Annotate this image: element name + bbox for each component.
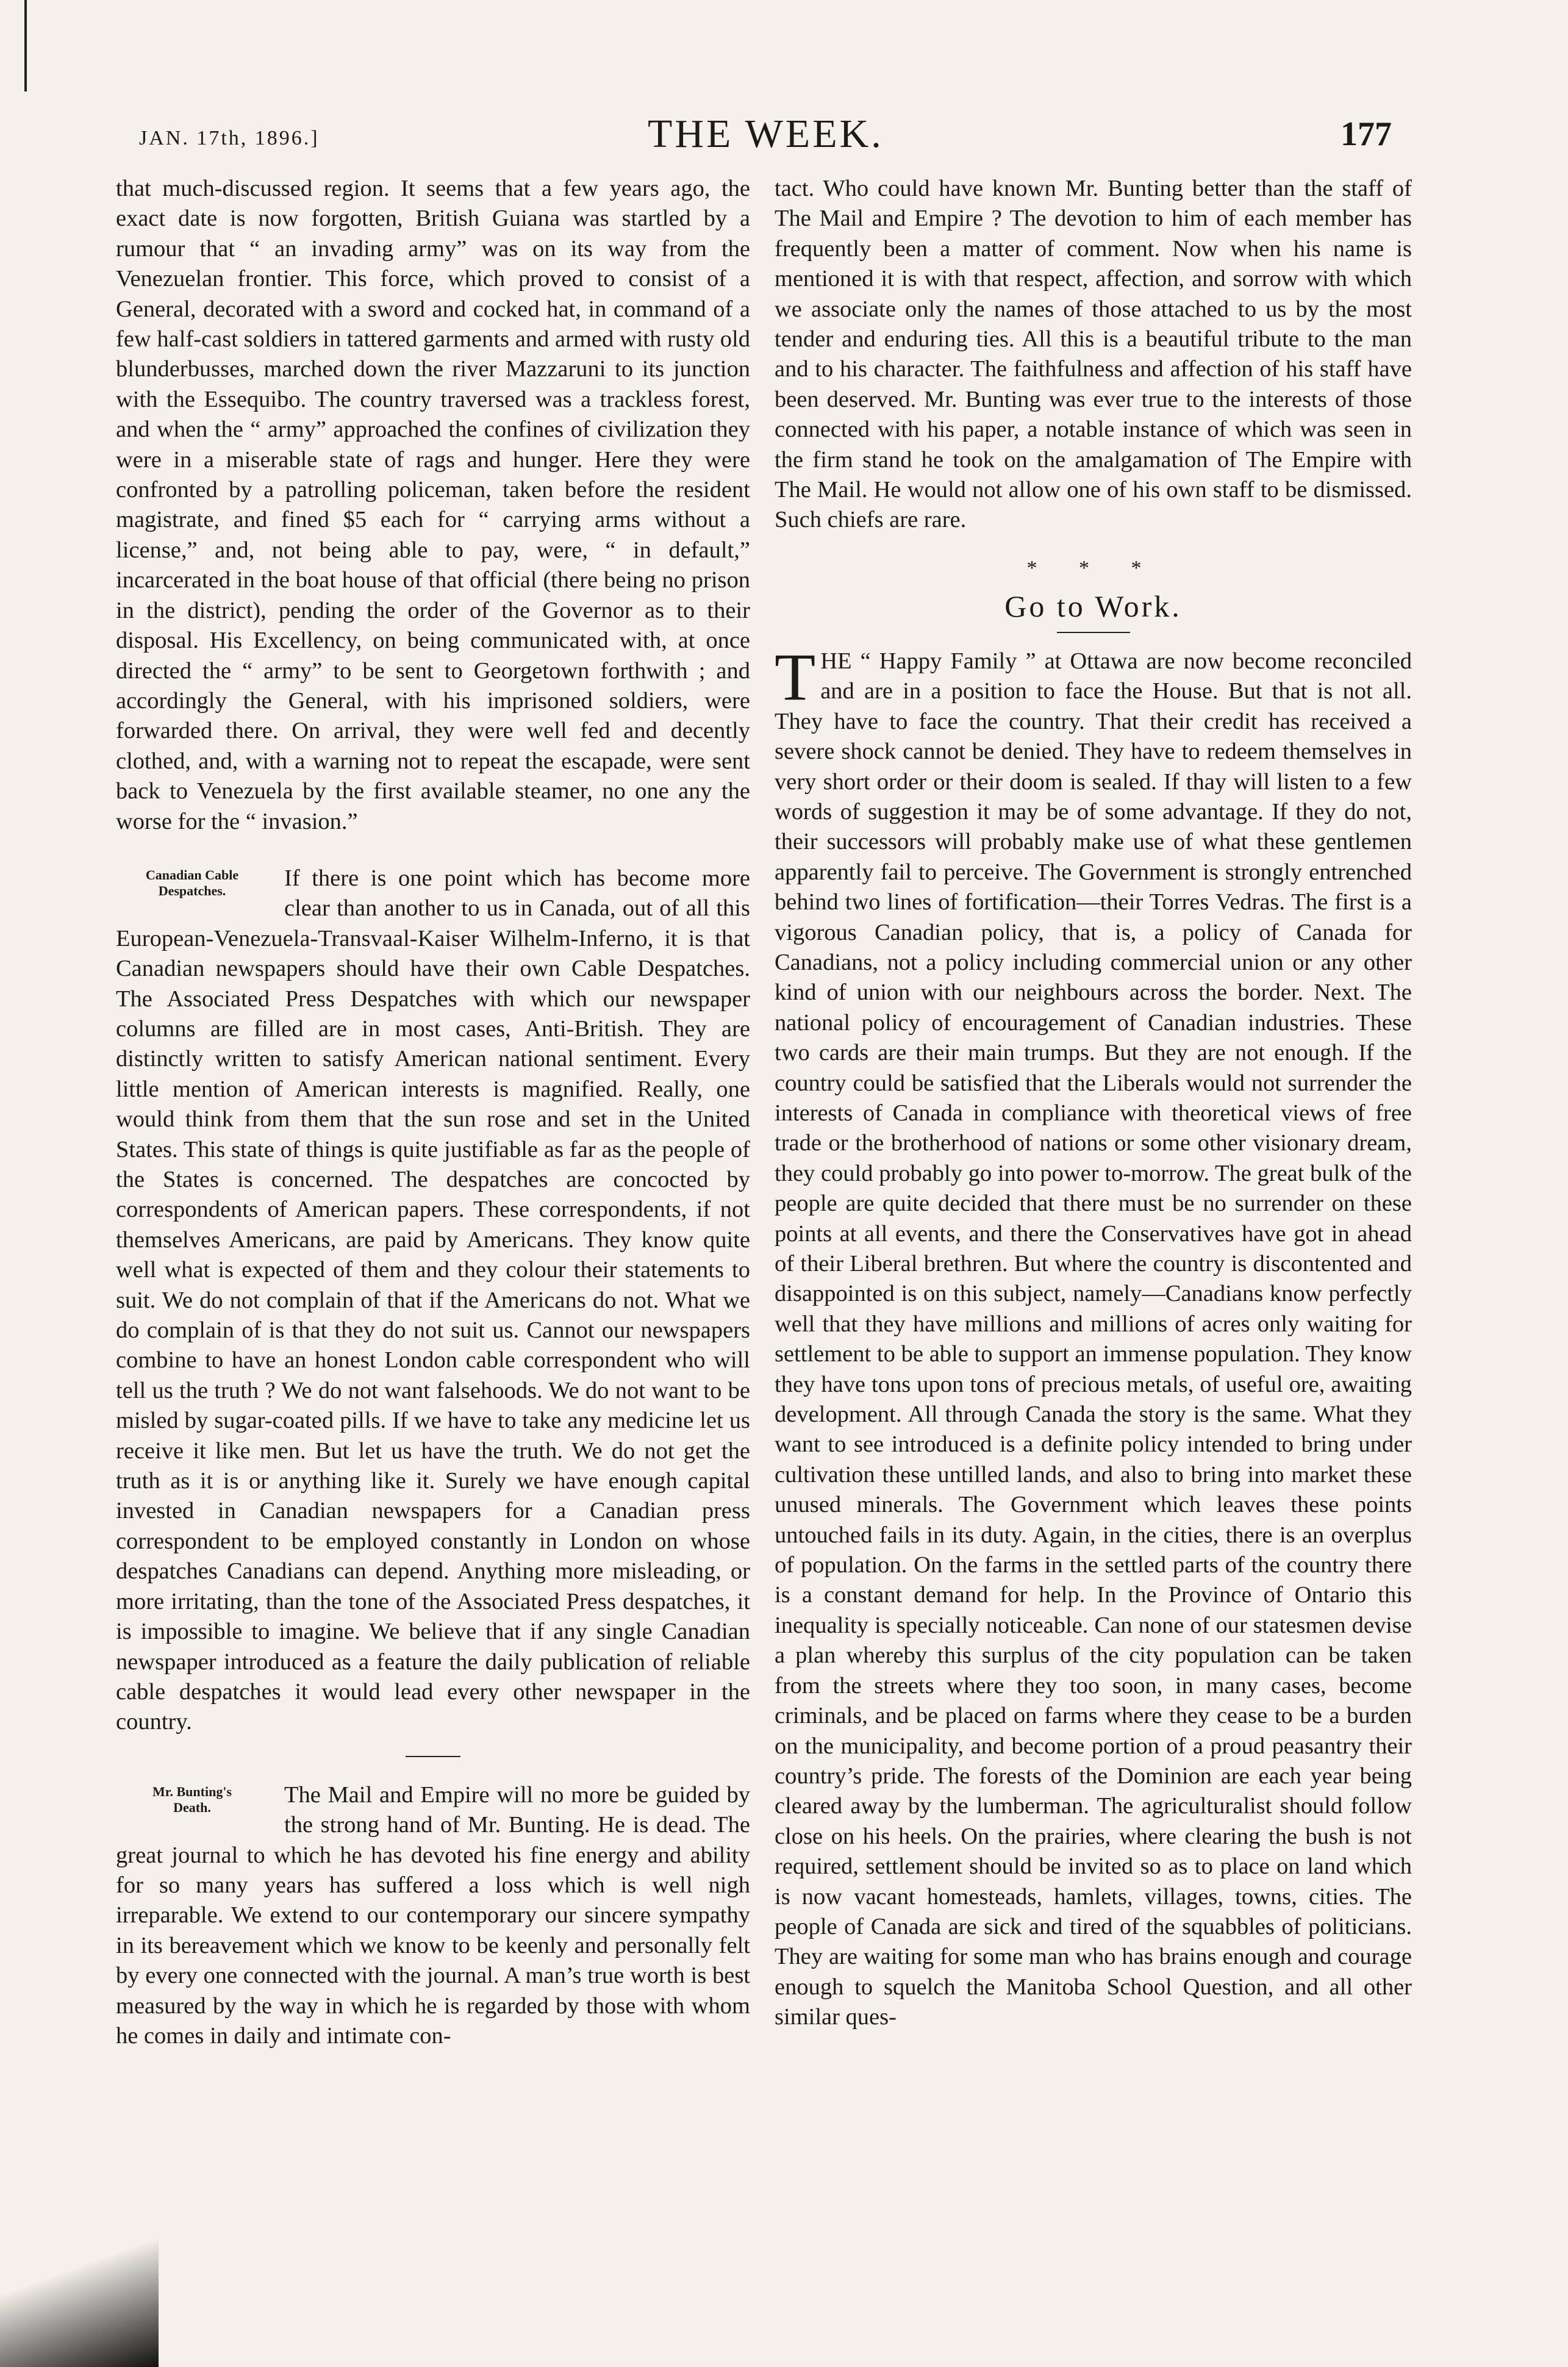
asterism: * * * (1026, 556, 1160, 579)
page-corner-shadow (0, 2208, 159, 2367)
margin-note-cable-despatches (116, 867, 268, 899)
go-to-work-text: HE “ Happy Family ” at Ottawa are now become reconciled and are in a position to face the House. But that is not all. They have to face the country. That their credit has received a severe shock cannot be denied. They have to redeem themselves in very short order or their doom is sealed. If thay will listen to a few words of suggestion it may be of some advantage. If they do not, their successors will probably make use of what these gentlemen apparently fail to perceive. The Government is strongly entrenched behind two lines of fortification—their Torres Vedras. The first is a vigorous Canadian policy, that is, a policy of Canada for Canadians, not a policy including commercial union or any other kind of union with our neighbours across the border. Next. The national policy of encouragement of Canadian industries. These two cards are their main trumps. But they are not enough. If the country could be satisfied that the Liberals would not surrender the interests of Canada in compliance with theoretical views of free trade or the brotherhood of nations or some other visionary dream, they could probably go into power to-morrow. The great bulk of the people are quite decided that there must be no surrender on these points at all events, and there the Conservatives have got in ahead of their Liberal brethren. But where the country is discontented and disappointed is on this subject, namely—Canadians know perfectly well that they have millions and millions of acres only waiting for settlement to be able to support an immense population. They know they have tons upon tons of precious metals, of useful ore, awaiting development. All through Canada the story is the same. What they want to see introduced is a definite policy intended to bring under cultivation these untilled lands, and also to bring into market these unused minerals. The Government which leaves these points untouched fails in its duty. Again, in the cities, there is an overplus of population. On the farms in the settled parts of the country there is a constant demand for help. In the Province of Ontario this inequality is specially noticeable. Can none of our statesmen devise a plan whereby this surplus of the city population can be taken from the streets where they too soon, in many cases, become criminals, and be placed on farms where they cease to be a burden on the municipality, and become portion of a proud peasantry their country’s pride. The forests of the Dominion are each year being cleared away by the lumberman. The agriculturalist should follow close on his heels. On the prairies, where clearing the bush is not required, settlement should be invited so as to place on land which is now vacant homesteads, hamlets, villages, towns, cities. The people of Canada are sick and tired of the squabbles of politicians. They are waiting for some man who has brains enough and courage enough to squelch the Manitoba School Question, and all other similar ques- (775, 648, 1412, 2030)
section-heading: Go to Work. (1004, 589, 1182, 623)
go-to-work-paragraph (775, 639, 1412, 2033)
section-divider (406, 1756, 460, 1757)
guiana-paragraph: that much-discussed region. It seems that a few years ago, the exact date is now forgotten, British Guiana was startled by a rumour that “ an invading army” was on its way from the Venezuelan frontier. This force, which proved to consist of a General, decorated with a sword and cocked hat, in command of a few half-cast soldiers in tattered garments and armed with rusty old blunderbusses, marched down the river Mazzaruni to its junction with the Essequibo. The country traversed was a trackless forest, and when the “ army” approached the confines of civilization they were in a miserable state of rags and hunger. Here they were confronted by a patrolling policeman, taken before the resident magistrate, and fined $5 each for “ carrying arms without a license,” and, not being able to pay, were, “ in default,” incarcerated in the boat house of that official (there being no prison in the district), pending the order of the Governor as to their disposal. His Excellency, on being communicated with, at once directed the “ army” to be sent to Georgetown forthwith ; and accordingly the General, with his imprisoned soldiers, were forwarded there. On arrival, they were well fed and decently clothed, and, with a warning not to repeat the escapade, were sent back to Venezuela by the first available steamer, no one any the worse for the “ invasion.” (116, 176, 750, 834)
issue-date: JAN. 17th, 1896.] (139, 127, 320, 149)
page-header (0, 109, 1568, 163)
left-column (116, 174, 750, 2051)
bunting-continued-paragraph: tact. Who could have known Mr. Bunting better than the staff of The Mail and Empire ? The devotion to him of each member has frequently been a matter of comment. Now when his name is mentioned it is with that respect, affection, and sorrow with which we associate only the names of those attached to us by the most tender and enduring ties. All this is a beautiful tribute to the man and to his character. The faithfulness and affection of his staff have been deserved. Mr. Bunting was ever true to the interests of those connected with his paper, a notable instance of which was seen in the firm stand he took on the amalgamation of The Empire with The Mail. He would not allow one of his own staff to be dismissed. Such chiefs are rare. (775, 176, 1412, 533)
drop-cap: T (775, 639, 816, 714)
cable-despatches-paragraph: If there is one point which has become more clear than another to us in Canada, out of all this European-Venezuela-Transvaal-Kaiser Wilhelm-Inferno, it is that Canadian newspapers should have their own Cable Despatches. The Associated Press Despatches with which our newspaper columns are filled are in most cases, Anti-British. They are distinctly written to satisfy American national sentiment. Every little mention of American interests is magnified. Really, one would think from them that the sun rose and set in the United States. This state of things is quite justifiable as far as the people of the States is concerned. The despatches are concocted by correspondents of American papers. These correspondents, if not themselves Americans, are paid by Americans. They know quite well what is expected of them and they colour their statements to suit. We do not complain of that if the Americans do not. What we do complain of is that they do not suit us. Cannot our newspapers combine to have an honest London cable correspondent who will tell us the truth ? We do not want falsehoods. We do not want to be misled by sugar-coated pills. If we have to take any medicine let us receive it like men. But let us have the truth. We do not get the truth as it is or anything like it. Surely we have enough capital invested in Canadian newspapers for a Canadian press correspondent to be employed constantly in London on whose despatches Canadians can depend. Anything more misleading, or more irritating, than the tone of the Associated Press despatches, it is impossible to imagine. We believe that if any single Canadian newspaper introduced as a feature the daily publication of reliable cable despatches it would lead every other newspaper in the country. (116, 865, 750, 1735)
page-number: 177 (1341, 115, 1392, 153)
buntings-death-paragraph: The Mail and Empire will no more be guided by the strong hand of Mr. Bunting. He is dead. The great journal to which he has devoted his fine energy and ability for so many years has suffered a loss which is well nigh irreparable. We extend to our contemporary our sincere sympathy in its bereavement which we know to be keenly and personally felt by every one connected with the journal. A man’s true worth is best measured by the way in which he is regarded by those with whom he comes in daily and intimate con- (116, 1782, 750, 2049)
margin-note-line: Canadian Cable (145, 867, 239, 883)
right-column (775, 174, 1412, 2033)
margin-note-buntings-death (116, 1784, 268, 1816)
margin-note-line: Mr. Bunting's (152, 1783, 232, 1799)
heading-rule (1057, 632, 1130, 633)
margin-note-line: Despatches. (158, 883, 226, 898)
margin-note-line: Death. (173, 1799, 211, 1815)
paragraph-gap (116, 837, 750, 864)
page-edge-mark (24, 0, 27, 91)
publication-title: THE WEEK. (648, 112, 884, 156)
